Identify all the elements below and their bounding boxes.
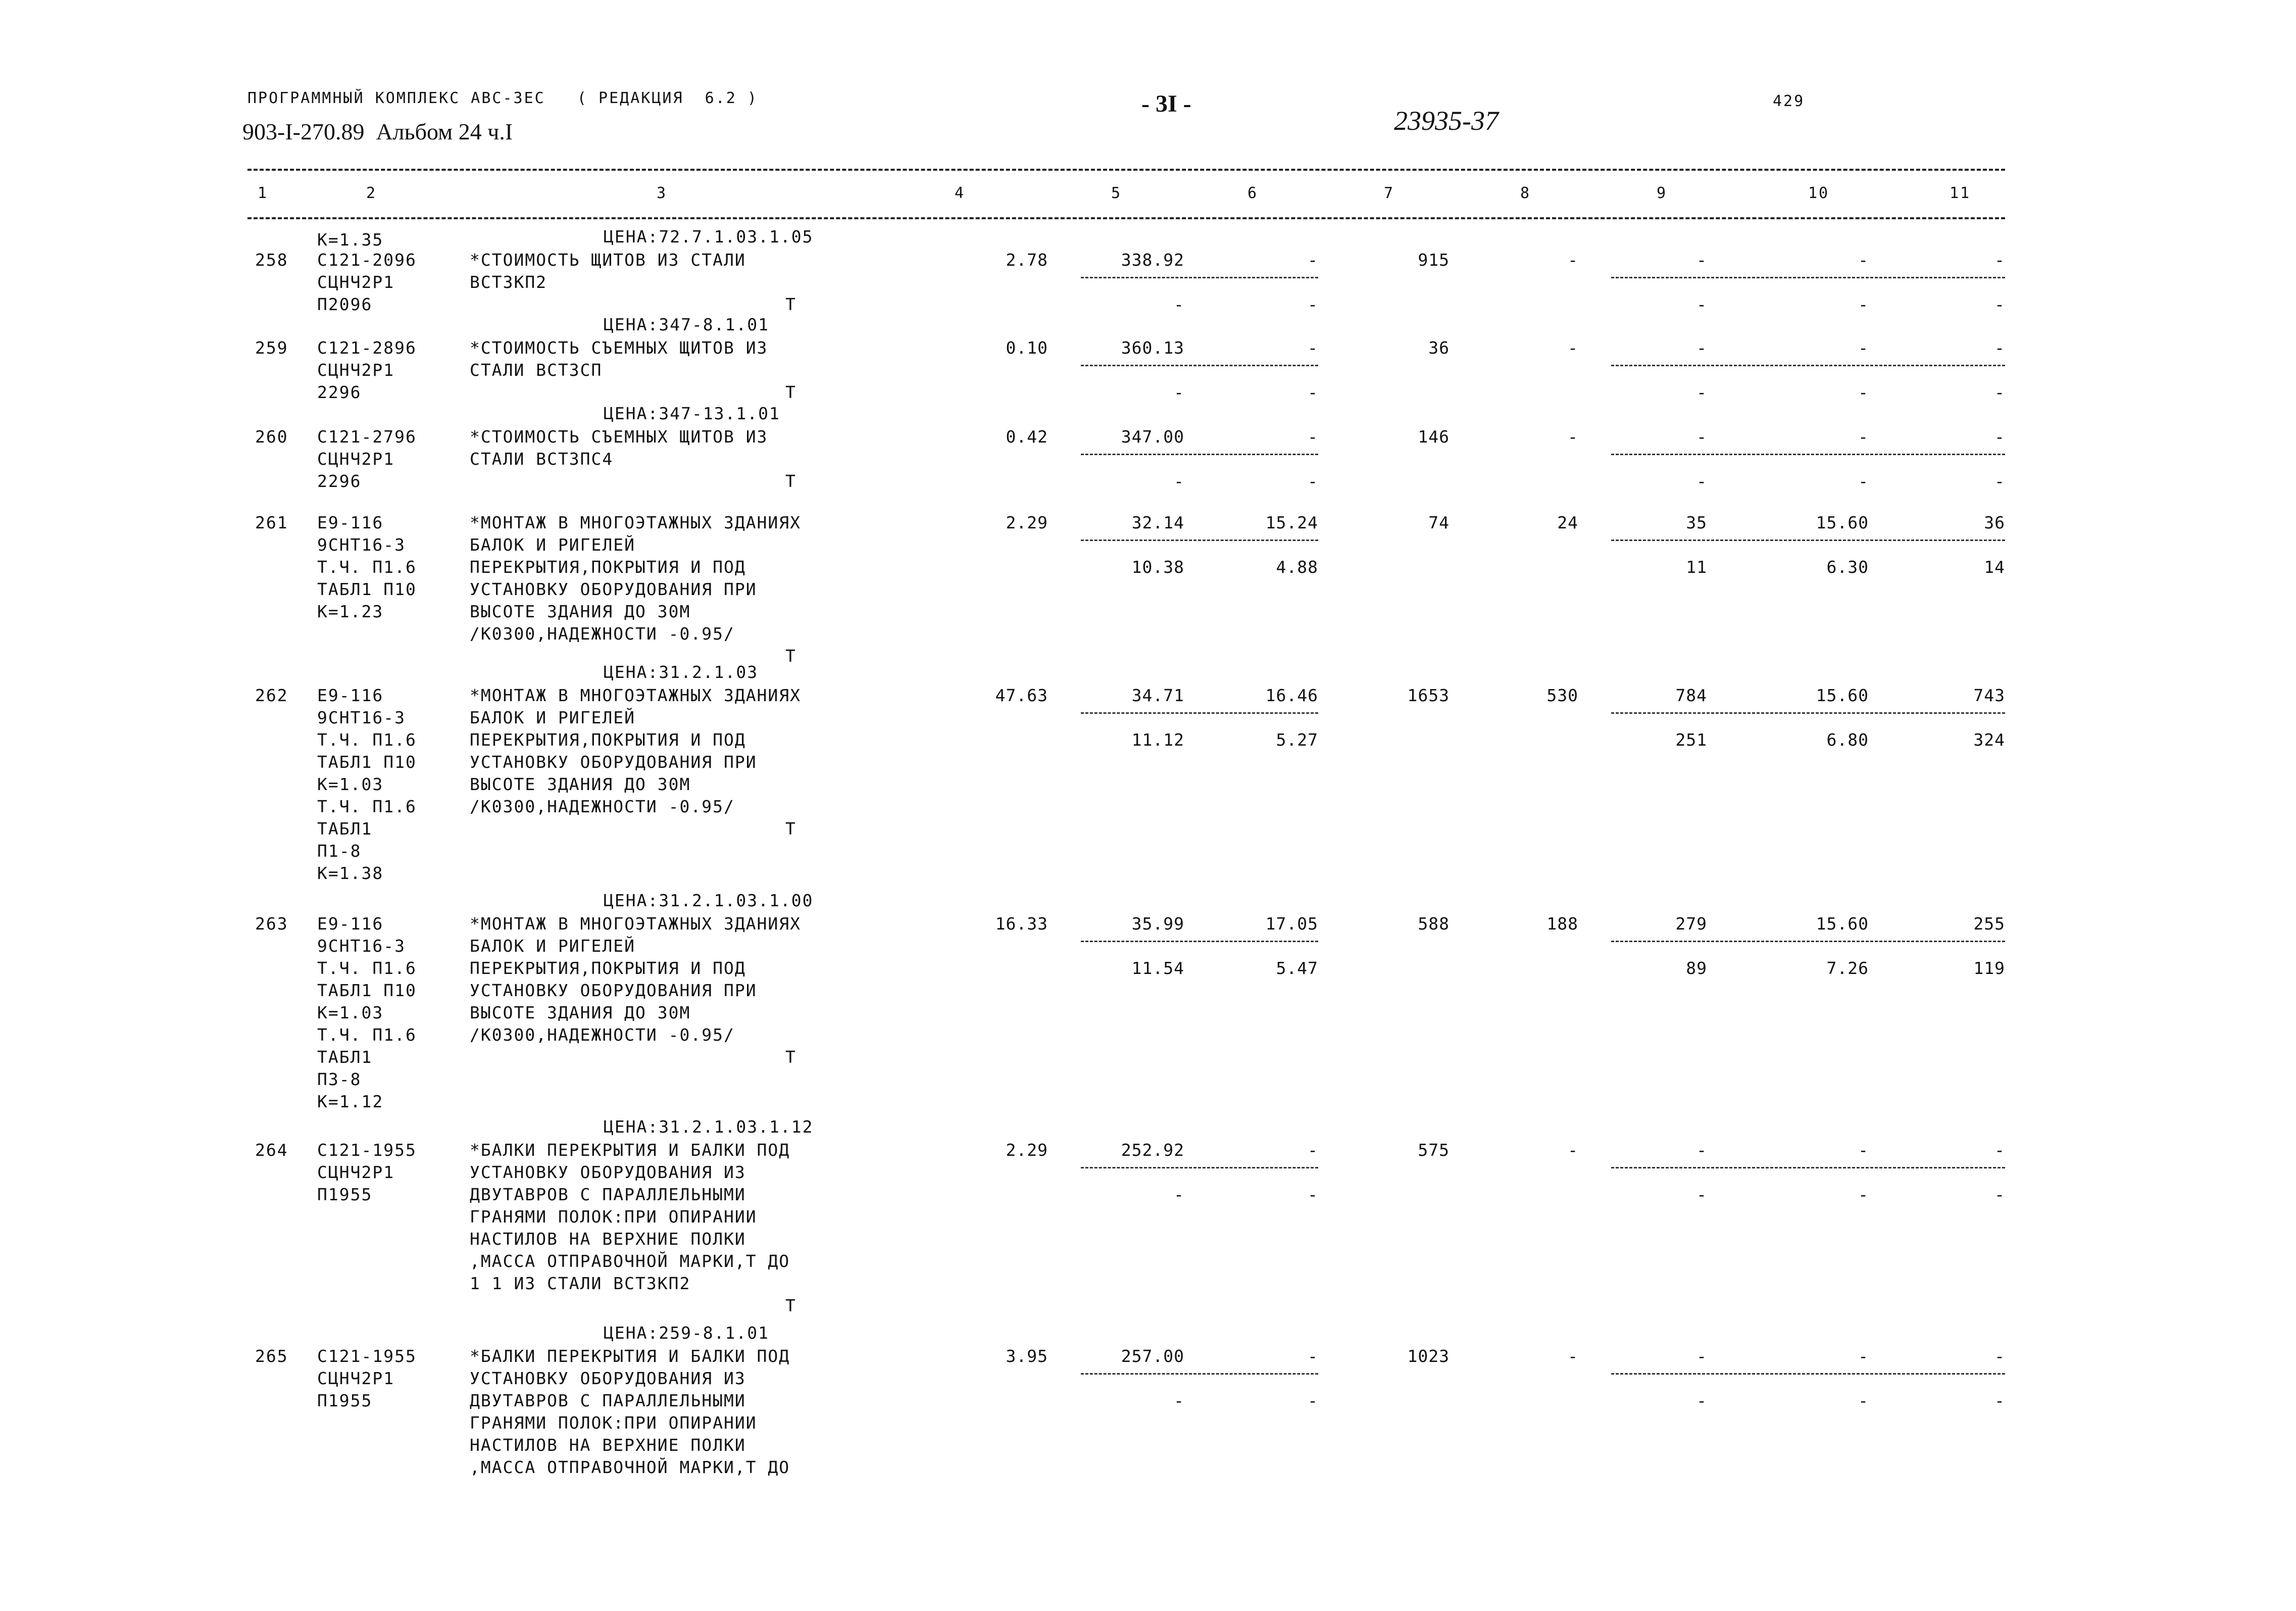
- row-number: 259: [255, 338, 288, 358]
- code-line: С121-2896: [317, 338, 417, 358]
- column-header-10: 10: [1808, 184, 1830, 202]
- unit-wage-value: 17.05: [1265, 914, 1318, 934]
- project-code: 903-I-270.89 Альбом 24 ч.I: [242, 119, 513, 144]
- labor-separator: [1611, 1167, 2005, 1168]
- unit-wage-sub-value: 5.27: [1276, 730, 1318, 750]
- description-line: СТАЛИ ВСТ3ПС4: [470, 449, 614, 469]
- total-cost-value: 146: [1418, 427, 1450, 447]
- document-number: 23935-37: [1394, 106, 1499, 136]
- unit-cost-value: 34.71: [1131, 686, 1184, 705]
- code-line: ТАБЛ1 П10: [317, 752, 417, 772]
- unit-cost-sub-value: 11.54: [1131, 958, 1184, 978]
- col9-value: 35: [1686, 513, 1707, 532]
- cost-separator: [1081, 712, 1318, 714]
- program-title: ПРОГРАММНЫЙ КОМПЛЕКС АВС-ЗЕС ( РЕДАКЦИЯ 6.2 ): [247, 89, 758, 107]
- cost-separator: [1081, 1167, 1318, 1168]
- col9-sub-value: 89: [1686, 958, 1707, 978]
- col9-value: -: [1696, 1140, 1707, 1160]
- col10-sub-value: 6.80: [1826, 730, 1869, 750]
- description-line: БАЛОК И РИГЕЛЕЙ: [470, 708, 636, 727]
- code-line: Т.Ч. П1.6: [317, 730, 417, 750]
- labor-separator: [1611, 712, 2005, 714]
- unit-wage-sub-value: -: [1308, 471, 1318, 491]
- col11-value: 36: [1984, 513, 2005, 532]
- column-header-11: 11: [1950, 184, 1971, 202]
- description-line: УСТАНОВКУ ОБОРУДОВАНИЯ ПРИ: [470, 579, 757, 599]
- col11-value: -: [1994, 1346, 2005, 1366]
- col10-value: -: [1858, 1140, 1869, 1160]
- description-line: ПЕРЕКРЫТИЯ,ПОКРЫТИЯ И ПОД: [470, 730, 746, 750]
- code-line: С121-1955: [317, 1346, 417, 1366]
- code-line: ТАБЛ1 П10: [317, 981, 417, 1000]
- col10-sub-value: 6.30: [1826, 557, 1869, 577]
- col11-value: -: [1994, 338, 2005, 358]
- col11-sub-value: -: [1994, 471, 2005, 491]
- col9-value: 279: [1675, 914, 1707, 934]
- code-line: К=1.12: [317, 1092, 384, 1111]
- unit-cost-value: 347.00: [1121, 427, 1184, 447]
- description-line: НАСТИЛОВ НА ВЕРХНИЕ ПОЛКИ: [470, 1229, 746, 1249]
- column-header-1: 1: [258, 184, 269, 202]
- col11-sub-value: -: [1994, 295, 2005, 314]
- description-line: *СТОИМОСТЬ ЩИТОВ ИЗ СТАЛИ: [470, 250, 746, 270]
- table-header-rule: [247, 217, 2005, 219]
- description-line: *СТОИМОСТЬ СЪЕМНЫХ ЩИТОВ ИЗ: [470, 427, 768, 447]
- code-line: СЦНЧ2Р1: [317, 1369, 395, 1388]
- code-line: СЦНЧ2Р1: [317, 1162, 395, 1182]
- description-line: *МОНТАЖ В МНОГОЭТАЖНЫХ ЗДАНИЯХ: [470, 686, 802, 705]
- unit-cost-sub-value: -: [1174, 471, 1184, 491]
- description-line: БАЛОК И РИГЕЛЕЙ: [470, 936, 636, 956]
- unit-cost-value: 360.13: [1121, 338, 1184, 358]
- code-line: Е9-116: [317, 686, 384, 705]
- description-line: *БАЛКИ ПЕРЕКРЫТИЯ И БАЛКИ ПОД: [470, 1140, 790, 1160]
- col11-value: 743: [1973, 686, 2005, 705]
- unit-cost-sub-value: 10.38: [1131, 557, 1184, 577]
- code-line: К=1.03: [317, 774, 384, 794]
- column-header-8: 8: [1520, 184, 1531, 202]
- quantity-value: 16.33: [995, 914, 1048, 934]
- column-header-9: 9: [1657, 184, 1668, 202]
- code-line: ТАБЛ1: [317, 819, 373, 839]
- col9-sub-value: -: [1696, 382, 1707, 402]
- col10-sub-value: -: [1858, 382, 1869, 402]
- total-wage-value: 530: [1546, 686, 1578, 705]
- price-reference: ЦЕНА:31.2.1.03.1.12: [604, 1117, 814, 1137]
- col11-value: -: [1994, 1140, 2005, 1160]
- page-number: - 3I -: [1141, 90, 1191, 117]
- unit-wage-value: 16.46: [1265, 686, 1318, 705]
- cost-separator: [1081, 1373, 1318, 1375]
- total-cost-value: 575: [1418, 1140, 1450, 1160]
- code-line: ТАБЛ1 П10: [317, 579, 417, 599]
- quantity-value: 2.78: [1006, 250, 1048, 270]
- description-line: /К0300,НАДЕЖНОСТИ -0.95/: [470, 624, 735, 644]
- unit-cost-value: 338.92: [1121, 250, 1184, 270]
- col11-value: 255: [1973, 914, 2005, 934]
- description-line: ГРАНЯМИ ПОЛОК:ПРИ ОПИРАНИИ: [470, 1413, 757, 1433]
- labor-separator: [1611, 941, 2005, 942]
- code-line: П1955: [317, 1391, 373, 1410]
- col10-value: -: [1858, 427, 1869, 447]
- col9-sub-value: 11: [1686, 557, 1707, 577]
- col10-value: -: [1858, 1346, 1869, 1366]
- unit-cost-sub-value: -: [1174, 1185, 1184, 1204]
- col9-value: -: [1696, 1346, 1707, 1366]
- total-wage-value: 188: [1546, 914, 1578, 934]
- unit-cost-value: 32.14: [1131, 513, 1184, 532]
- col9-sub-value: 251: [1675, 730, 1707, 750]
- unit-marker: Т: [785, 819, 796, 839]
- description-line: ,МАССА ОТПРАВОЧНОЙ МАРКИ,Т ДО: [470, 1251, 790, 1271]
- column-header-2: 2: [366, 184, 377, 202]
- row-number: 260: [255, 427, 288, 447]
- col10-value: -: [1858, 250, 1869, 270]
- code-line: Е9-116: [317, 513, 384, 532]
- total-cost-value: 74: [1428, 513, 1450, 532]
- col10-value: 15.60: [1816, 513, 1869, 532]
- code-line: СЦНЧ2Р1: [317, 360, 395, 380]
- column-header-5: 5: [1111, 184, 1122, 202]
- price-reference: ЦЕНА:31.2.1.03.1.00: [604, 891, 814, 910]
- labor-separator: [1611, 454, 2005, 455]
- col11-value: -: [1994, 250, 2005, 270]
- row-number: 261: [255, 513, 288, 532]
- col11-sub-value: -: [1994, 382, 2005, 402]
- column-header-6: 6: [1247, 184, 1259, 202]
- quantity-value: 47.63: [995, 686, 1048, 705]
- description-line: ВЫСОТЕ ЗДАНИЯ ДО 30М: [470, 1003, 691, 1022]
- total-cost-value: 588: [1418, 914, 1450, 934]
- code-line: 9СНТ16-3: [317, 936, 406, 956]
- row-number: 264: [255, 1140, 288, 1160]
- code-line: П2096: [317, 295, 373, 314]
- price-reference: ЦЕНА:347-8.1.01: [604, 315, 770, 334]
- col10-sub-value: -: [1858, 295, 1869, 314]
- col10-value: -: [1858, 338, 1869, 358]
- col9-sub-value: -: [1696, 471, 1707, 491]
- price-reference: ЦЕНА:347-13.1.01: [604, 404, 780, 423]
- cost-separator: [1081, 365, 1318, 366]
- corner-number: 429: [1773, 92, 1805, 110]
- unit-wage-sub-value: -: [1308, 295, 1318, 314]
- col9-value: -: [1696, 250, 1707, 270]
- col10-sub-value: -: [1858, 1185, 1869, 1204]
- unit-cost-value: 257.00: [1121, 1346, 1184, 1366]
- description-line: БАЛОК И РИГЕЛЕЙ: [470, 535, 636, 555]
- description-line: СТАЛИ ВСТ3СП: [470, 360, 603, 380]
- description-line: *СТОИМОСТЬ СЪЕМНЫХ ЩИТОВ ИЗ: [470, 338, 768, 358]
- labor-separator: [1611, 277, 2005, 278]
- description-line: НАСТИЛОВ НА ВЕРХНИЕ ПОЛКИ: [470, 1435, 746, 1455]
- code-line: П1-8: [317, 841, 362, 861]
- unit-wage-sub-value: 4.88: [1276, 557, 1318, 577]
- col9-value: -: [1696, 427, 1707, 447]
- row-number: 262: [255, 686, 288, 705]
- unit-marker: Т: [785, 1296, 796, 1315]
- col10-sub-value: -: [1858, 1391, 1869, 1410]
- code-line: К=1.03: [317, 1003, 384, 1022]
- column-header-7: 7: [1384, 184, 1395, 202]
- unit-cost-sub-value: 11.12: [1131, 730, 1184, 750]
- unit-marker: Т: [785, 646, 796, 666]
- description-line: /К0300,НАДЕЖНОСТИ -0.95/: [470, 1025, 735, 1045]
- code-line: К=1.23: [317, 602, 384, 621]
- col10-value: 15.60: [1816, 914, 1869, 934]
- col9-value: 784: [1675, 686, 1707, 705]
- total-cost-value: 1653: [1407, 686, 1450, 705]
- description-line: *МОНТАЖ В МНОГОЭТАЖНЫХ ЗДАНИЯХ: [470, 914, 802, 934]
- row-number: 258: [255, 250, 288, 270]
- unit-wage-value: -: [1308, 1346, 1318, 1366]
- col10-sub-value: 7.26: [1826, 958, 1869, 978]
- col11-sub-value: -: [1994, 1391, 2005, 1410]
- col9-sub-value: -: [1696, 295, 1707, 314]
- description-line: ДВУТАВРОВ С ПАРАЛЛЕЛЬНЫМИ: [470, 1185, 746, 1204]
- row-number: 265: [255, 1346, 288, 1366]
- description-line: /К0300,НАДЕЖНОСТИ -0.95/: [470, 797, 735, 816]
- col11-value: -: [1994, 427, 2005, 447]
- total-cost-value: 36: [1428, 338, 1450, 358]
- code-line: СЦНЧ2Р1: [317, 272, 395, 292]
- unit-wage-value: -: [1308, 1140, 1318, 1160]
- price-reference: ЦЕНА:259-8.1.01: [604, 1323, 770, 1343]
- unit-wage-value: -: [1308, 338, 1318, 358]
- code-line: 2296: [317, 471, 362, 491]
- code-line: ТАБЛ1: [317, 1047, 373, 1067]
- unit-wage-value: -: [1308, 427, 1318, 447]
- total-wage-value: -: [1568, 338, 1578, 358]
- description-line: *МОНТАЖ В МНОГОЭТАЖНЫХ ЗДАНИЯХ: [470, 513, 802, 532]
- quantity-value: 2.29: [1006, 513, 1048, 532]
- total-wage-value: -: [1568, 250, 1578, 270]
- total-cost-value: 915: [1418, 250, 1450, 270]
- unit-cost-value: 252.92: [1121, 1140, 1184, 1160]
- quantity-value: 0.42: [1006, 427, 1048, 447]
- code-line: П1955: [317, 1185, 373, 1204]
- quantity-value: 3.95: [1006, 1346, 1048, 1366]
- column-header-3: 3: [657, 184, 668, 202]
- labor-separator: [1611, 1373, 2005, 1375]
- col11-sub-value: -: [1994, 1185, 2005, 1204]
- unit-cost-value: 35.99: [1131, 914, 1184, 934]
- total-wage-value: -: [1568, 1140, 1578, 1160]
- col10-value: 15.60: [1816, 686, 1869, 705]
- unit-wage-value: -: [1308, 250, 1318, 270]
- code-line: С121-1955: [317, 1140, 417, 1160]
- col9-sub-value: -: [1696, 1185, 1707, 1204]
- code-line: СЦНЧ2Р1: [317, 449, 395, 469]
- labor-separator: [1611, 540, 2005, 541]
- total-wage-value: -: [1568, 427, 1578, 447]
- unit-marker: Т: [785, 382, 796, 402]
- description-line: УСТАНОВКУ ОБОРУДОВАНИЯ ПРИ: [470, 981, 757, 1000]
- labor-separator: [1611, 365, 2005, 366]
- unit-wage-sub-value: 5.47: [1276, 958, 1318, 978]
- description-line: УСТАНОВКУ ОБОРУДОВАНИЯ ПРИ: [470, 752, 757, 772]
- unit-wage-value: 15.24: [1265, 513, 1318, 532]
- col11-sub-value: 324: [1973, 730, 2005, 750]
- unit-marker: Т: [785, 295, 796, 314]
- description-line: УСТАНОВКУ ОБОРУДОВАНИЯ ИЗ: [470, 1162, 746, 1182]
- col9-sub-value: -: [1696, 1391, 1707, 1410]
- description-line: УСТАНОВКУ ОБОРУДОВАНИЯ ИЗ: [470, 1369, 746, 1388]
- unit-marker: Т: [785, 1047, 796, 1067]
- code-line: С121-2096: [317, 250, 417, 270]
- code-line: Т.Ч. П1.6: [317, 958, 417, 978]
- col10-sub-value: -: [1858, 471, 1869, 491]
- cost-separator: [1081, 540, 1318, 541]
- code-line: П3-8: [317, 1069, 362, 1089]
- unit-wage-sub-value: -: [1308, 1185, 1318, 1204]
- unit-marker: Т: [785, 471, 796, 491]
- description-line: ПЕРЕКРЫТИЯ,ПОКРЫТИЯ И ПОД: [470, 557, 746, 577]
- cost-separator: [1081, 941, 1318, 942]
- quantity-value: 2.29: [1006, 1140, 1048, 1160]
- unit-cost-sub-value: -: [1174, 295, 1184, 314]
- total-cost-value: 1023: [1407, 1346, 1450, 1366]
- code-line: Т.Ч. П1.6: [317, 797, 417, 816]
- description-line: ,МАССА ОТПРАВОЧНОЙ МАРКИ,Т ДО: [470, 1457, 790, 1477]
- code-line: Т.Ч. П1.6: [317, 1025, 417, 1045]
- cost-separator: [1081, 277, 1318, 278]
- description-line: ДВУТАВРОВ С ПАРАЛЛЕЛЬНЫМИ: [470, 1391, 746, 1410]
- top-coefficient: К=1.35: [317, 230, 384, 250]
- code-line: Т.Ч. П1.6: [317, 557, 417, 577]
- unit-cost-sub-value: -: [1174, 382, 1184, 402]
- code-line: 2296: [317, 382, 362, 402]
- description-line: *БАЛКИ ПЕРЕКРЫТИЯ И БАЛКИ ПОД: [470, 1346, 790, 1366]
- code-line: Е9-116: [317, 914, 384, 934]
- code-line: 9СНТ16-3: [317, 535, 406, 555]
- table-top-rule: [247, 169, 2005, 171]
- unit-cost-sub-value: -: [1174, 1391, 1184, 1410]
- row-number: 263: [255, 914, 288, 934]
- total-wage-value: -: [1568, 1346, 1578, 1366]
- unit-wage-sub-value: -: [1308, 382, 1318, 402]
- price-reference: ЦЕНА:31.2.1.03: [604, 662, 759, 682]
- col9-value: -: [1696, 338, 1707, 358]
- description-line: ВЫСОТЕ ЗДАНИЯ ДО 30М: [470, 602, 691, 621]
- description-line: 1 1 ИЗ СТАЛИ ВСТ3КП2: [470, 1274, 691, 1293]
- total-wage-value: 24: [1557, 513, 1578, 532]
- quantity-value: 0.10: [1006, 338, 1048, 358]
- code-line: К=1.38: [317, 863, 384, 883]
- column-header-4: 4: [955, 184, 966, 202]
- col11-sub-value: 119: [1973, 958, 2005, 978]
- code-line: С121-2796: [317, 427, 417, 447]
- cost-separator: [1081, 454, 1318, 455]
- col11-sub-value: 14: [1984, 557, 2005, 577]
- description-line: ГРАНЯМИ ПОЛОК:ПРИ ОПИРАНИИ: [470, 1207, 757, 1227]
- description-line: ВСТ3КП2: [470, 272, 547, 292]
- price-reference: ЦЕНА:72.7.1.03.1.05: [604, 227, 814, 247]
- unit-wage-sub-value: -: [1308, 1391, 1318, 1410]
- description-line: ПЕРЕКРЫТИЯ,ПОКРЫТИЯ И ПОД: [470, 958, 746, 978]
- description-line: ВЫСОТЕ ЗДАНИЯ ДО 30М: [470, 774, 691, 794]
- code-line: 9СНТ16-3: [317, 708, 406, 727]
